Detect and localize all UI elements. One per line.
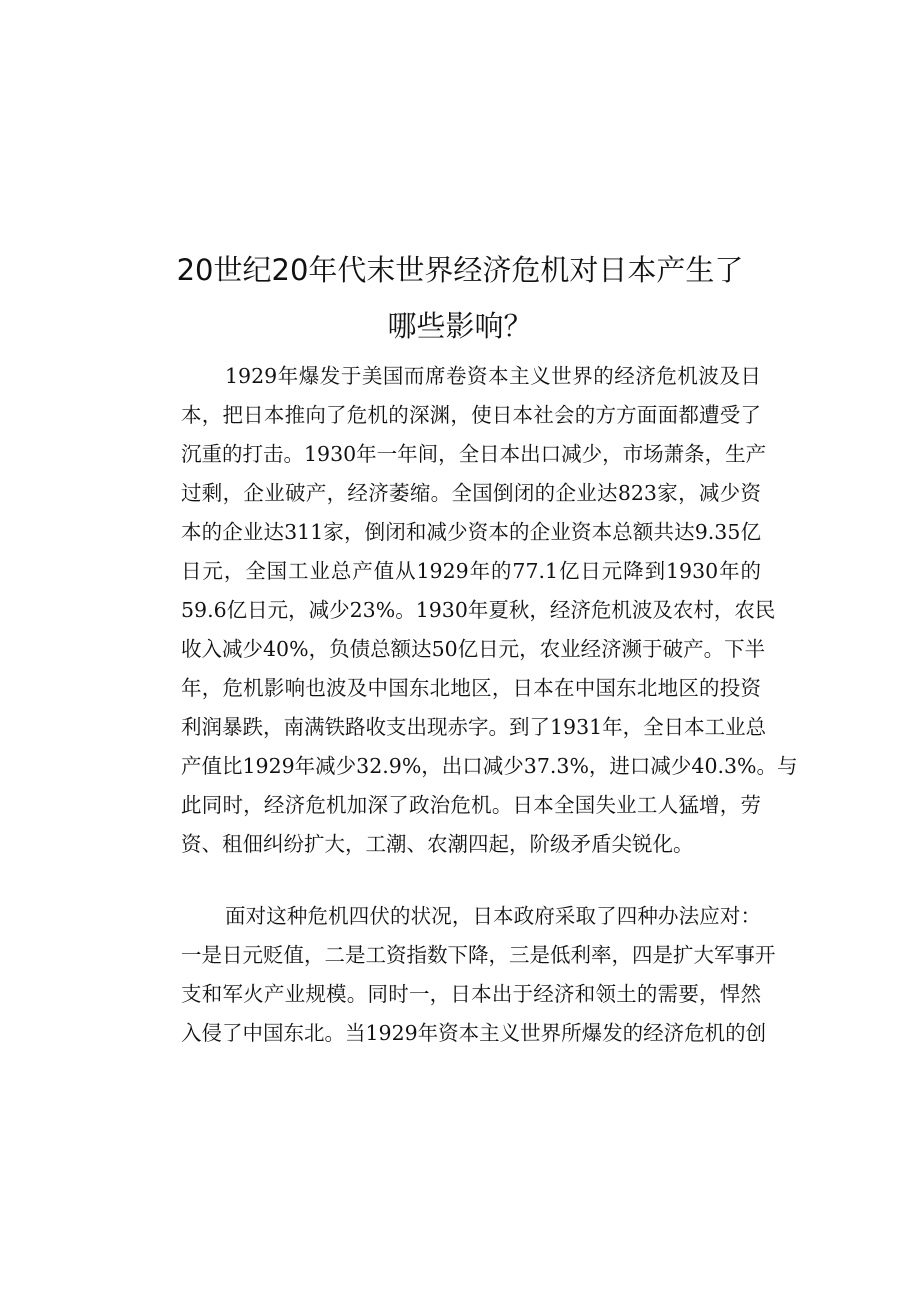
- paragraph-line: 资、租佃纠纷扩大，工潮、农潮四起，阶级矛盾尖锐化。: [181, 832, 694, 856]
- paragraph-line: 59.6亿日元，减少23%。1930年夏秋，经济危机波及农村，农民: [181, 598, 776, 622]
- paragraph-line: 支和军火产业规模。同时一，日本出于经济和领土的需要，悍然: [181, 982, 761, 1006]
- paragraph-line: 产值比1929年减少32.9%，出口减少37.3%，进口减少40.3%。与: [181, 754, 798, 778]
- paragraph-line: 此同时，经济危机加深了政治危机。日本全国失业工人猛增，劳: [181, 793, 761, 817]
- paragraph-line: 利润暴跌，南满铁路收支出现赤字。到了1931年，全日本工业总: [181, 715, 767, 739]
- paragraph-line: 一是日元贬值，二是工资指数下降，三是低利率，四是扩大军事开: [181, 943, 776, 967]
- document-title-line-2: 哪些影响？: [387, 309, 533, 343]
- paragraph-line: 面对这种危机四伏的状况，日本政府采取了四种办法应对：: [225, 904, 761, 928]
- paragraph-line: 收入减少40%，负债总额达50亿日元，农业经济濒于破产。下半: [181, 637, 766, 661]
- paragraph-line: 1929年爆发于美国而席卷资本主义世界的经济危机波及日: [225, 364, 761, 388]
- document-title-line-1: 20世纪20年代末世界经济危机对日本产生了: [176, 253, 744, 287]
- paragraph-line: 日元，全国工业总产值从1929年的77.1亿日元降到1930年的: [181, 559, 761, 583]
- paragraph-line: 沉重的打击。1930年一年间，全日本出口减少，市场萧条，生产: [181, 442, 767, 466]
- paragraph-line: 本，把日本推向了危机的深渊，使日本社会的方方面面都遭受了: [181, 403, 761, 427]
- paragraph-line: 入侵了中国东北。当1929年资本主义世界所爆发的经济危机的创: [181, 1021, 767, 1045]
- paragraph-line: 年，危机影响也波及中国东北地区，日本在中国东北地区的投资: [181, 676, 761, 700]
- paragraph-line: 本的企业达311家，倒闭和减少资本的企业资本总额共达9.35亿: [181, 520, 761, 544]
- paragraph-line: 过剩，企业破产，经济萎缩。全国倒闭的企业达823家，减少资: [181, 481, 761, 505]
